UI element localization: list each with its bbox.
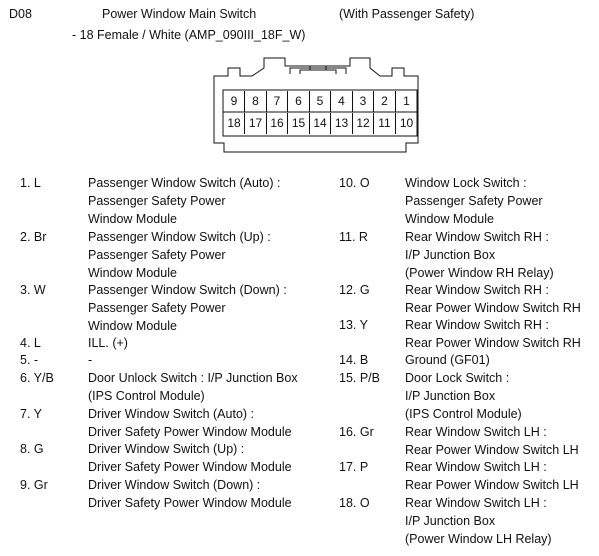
pin-description: Driver Window Switch (Auto) : Driver Safety Power Window Module: [88, 407, 292, 439]
pin-description: Rear Window Switch RH : Rear Power Window Switch RH: [405, 283, 581, 315]
component-name: Power Window Main Switch: [102, 7, 257, 21]
pin-number: 18. O: [339, 496, 370, 510]
pin-cell: 16: [267, 113, 288, 134]
pin-cell: 13: [332, 113, 353, 134]
pin-number: 14. B: [339, 353, 369, 367]
pin-description: Door Lock Switch : I/P Junction Box (IPS Control Module): [405, 371, 522, 421]
pin-cell: 8: [246, 91, 267, 112]
pin-cell: 17: [246, 113, 267, 134]
connector-diagram: [0, 0, 599, 160]
pin-cell: 4: [332, 91, 353, 112]
pin-description: -: [88, 353, 93, 367]
pin-number: 4. L: [20, 336, 41, 350]
connector-code: D08: [9, 7, 32, 21]
pin-number: 10. O: [339, 176, 370, 190]
pin-description: Driver Window Switch (Up) : Driver Safety Power Window Module: [88, 442, 292, 474]
pin-description: Door Unlock Switch : I/P Junction Box (IPS Control Module): [88, 371, 298, 403]
pin-number: 3. W: [20, 283, 46, 297]
pin-description: Rear Window Switch LH : Rear Power Window Switch LH: [405, 460, 579, 492]
pin-description: Driver Window Switch (Down) : Driver Safety Power Window Module: [88, 478, 292, 510]
pin-number: 11. R: [339, 230, 368, 244]
pin-number: 17. P: [339, 460, 369, 474]
pin-cell: 14: [310, 113, 331, 134]
pin-number: 5. -: [20, 353, 39, 367]
pin-description: Rear Window Switch LH : I/P Junction Box (Power Window LH Relay): [405, 496, 552, 546]
pin-cell: 12: [353, 113, 374, 134]
pin-description: Rear Window Switch RH : Rear Power Window Switch RH: [405, 318, 581, 350]
connector-spec: - 18 Female / White (AMP_090III_18F_W): [72, 28, 306, 42]
connector-bottom-row: [224, 113, 416, 135]
pin-cell: 3: [353, 91, 374, 112]
connector-top-row: [224, 91, 416, 112]
pin-cell: 1: [403, 94, 410, 108]
pin-number: 2. Br: [20, 230, 47, 244]
pin-cell: 7: [267, 91, 288, 112]
pin-number: 1. L: [20, 176, 41, 190]
pin-cell: 5: [310, 91, 331, 112]
component-note: (With Passenger Safety): [339, 7, 475, 21]
pin-cell: 6: [289, 91, 310, 112]
pin-number: 16. Gr: [339, 425, 374, 439]
pin-number: 6. Y/B: [20, 371, 54, 385]
pin-description: ILL. (+): [88, 336, 128, 350]
pin-description: Passenger Window Switch (Up) : Passenger Safety Power Window Module: [88, 230, 271, 280]
pin-cell: 10: [399, 116, 414, 130]
pin-description: Ground (GF01): [405, 353, 490, 367]
pin-cell: 18: [224, 113, 245, 134]
pin-number: 13. Y: [339, 318, 368, 332]
pin-description: Window Lock Switch : Passenger Safety Power Window Module: [405, 176, 543, 226]
pin-number: 9. Gr: [20, 478, 48, 492]
pin-description: Rear Window Switch RH : I/P Junction Box (Power Window RH Relay): [405, 230, 554, 280]
pin-number: 8. G: [20, 442, 44, 456]
pin-cell: 15: [289, 113, 310, 134]
pin-cell: 2: [375, 91, 396, 112]
pin-description: Passenger Window Switch (Auto) : Passenger Safety Power Window Module: [88, 176, 281, 226]
pin-description: Rear Window Switch LH : Rear Power Window Switch LH: [405, 425, 579, 457]
pin-number: 12. G: [339, 283, 370, 297]
pin-description: Passenger Window Switch (Down) : Passenger Safety Power Window Module: [88, 283, 287, 333]
pin-number: 15. P/B: [339, 371, 380, 385]
pin-number: 7. Y: [20, 407, 43, 421]
pin-cell: 11: [375, 113, 396, 134]
pin-cell: 9: [224, 91, 245, 112]
